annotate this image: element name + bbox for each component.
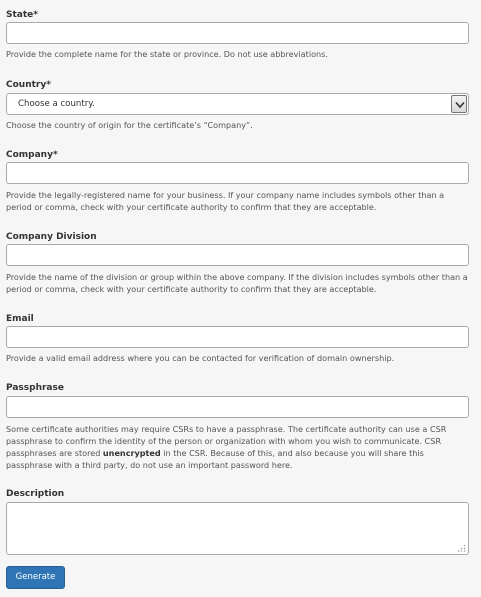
state-input[interactable] (6, 22, 469, 44)
company-division-help-text: Provide the name of the division or group within the above company. If the division includes symbols other than a period or comma, check with your certificate authority to confirm that they are acceptable. (6, 272, 468, 294)
generate-button[interactable]: Generate (6, 566, 65, 589)
email-label: Email (6, 314, 34, 324)
passphrase-help-text (6, 423, 472, 471)
passphrase-label: Passphrase (6, 383, 64, 393)
country-select[interactable] (6, 93, 469, 115)
country-select-value: Choose a country. (18, 99, 95, 109)
country-help-text: Choose the country of origin for the certificate’s “Company”. (6, 120, 253, 130)
resize-grip-icon[interactable] (458, 544, 466, 552)
company-label: Company* (6, 150, 58, 160)
description-textarea[interactable] (6, 502, 469, 555)
company-division-label: Company Division (6, 232, 97, 242)
company-help-text: Provide the legally-registered name for your business. If your company name includes symbols other than a period or comma, check with your certificate authority to confirm that they are acceptable. (6, 190, 445, 212)
company-input[interactable] (6, 162, 469, 184)
company-division-input[interactable] (6, 244, 469, 266)
passphrase-input[interactable] (6, 396, 469, 418)
chevron-down-icon (455, 101, 465, 109)
passphrase-help-emphasis: unencrypted (102, 448, 161, 458)
country-select-toggle[interactable] (451, 95, 467, 113)
country-label: Country* (6, 80, 51, 90)
description-label: Description (6, 489, 65, 499)
passphrase-help-part-1: Some certificate authorities may require CSRs to have a passphrase. The certificate authority can use a CSR passphrase to confirm the identity of the person or organization with whom you wish to communicate. CSR passphrases are stored (6, 424, 447, 458)
state-label: State* (6, 10, 38, 20)
email-help-text: Provide a valid email address where you can be contacted for verification of domain ownership. (6, 353, 395, 363)
email-input[interactable] (6, 326, 469, 348)
state-help-text: Provide the complete name for the state or province. Do not use abbreviations. (6, 49, 328, 59)
passphrase-help-part-2: in the CSR. Because of this, and also because you will share this passphrase with a third party, do not use an important password here. (6, 448, 424, 470)
